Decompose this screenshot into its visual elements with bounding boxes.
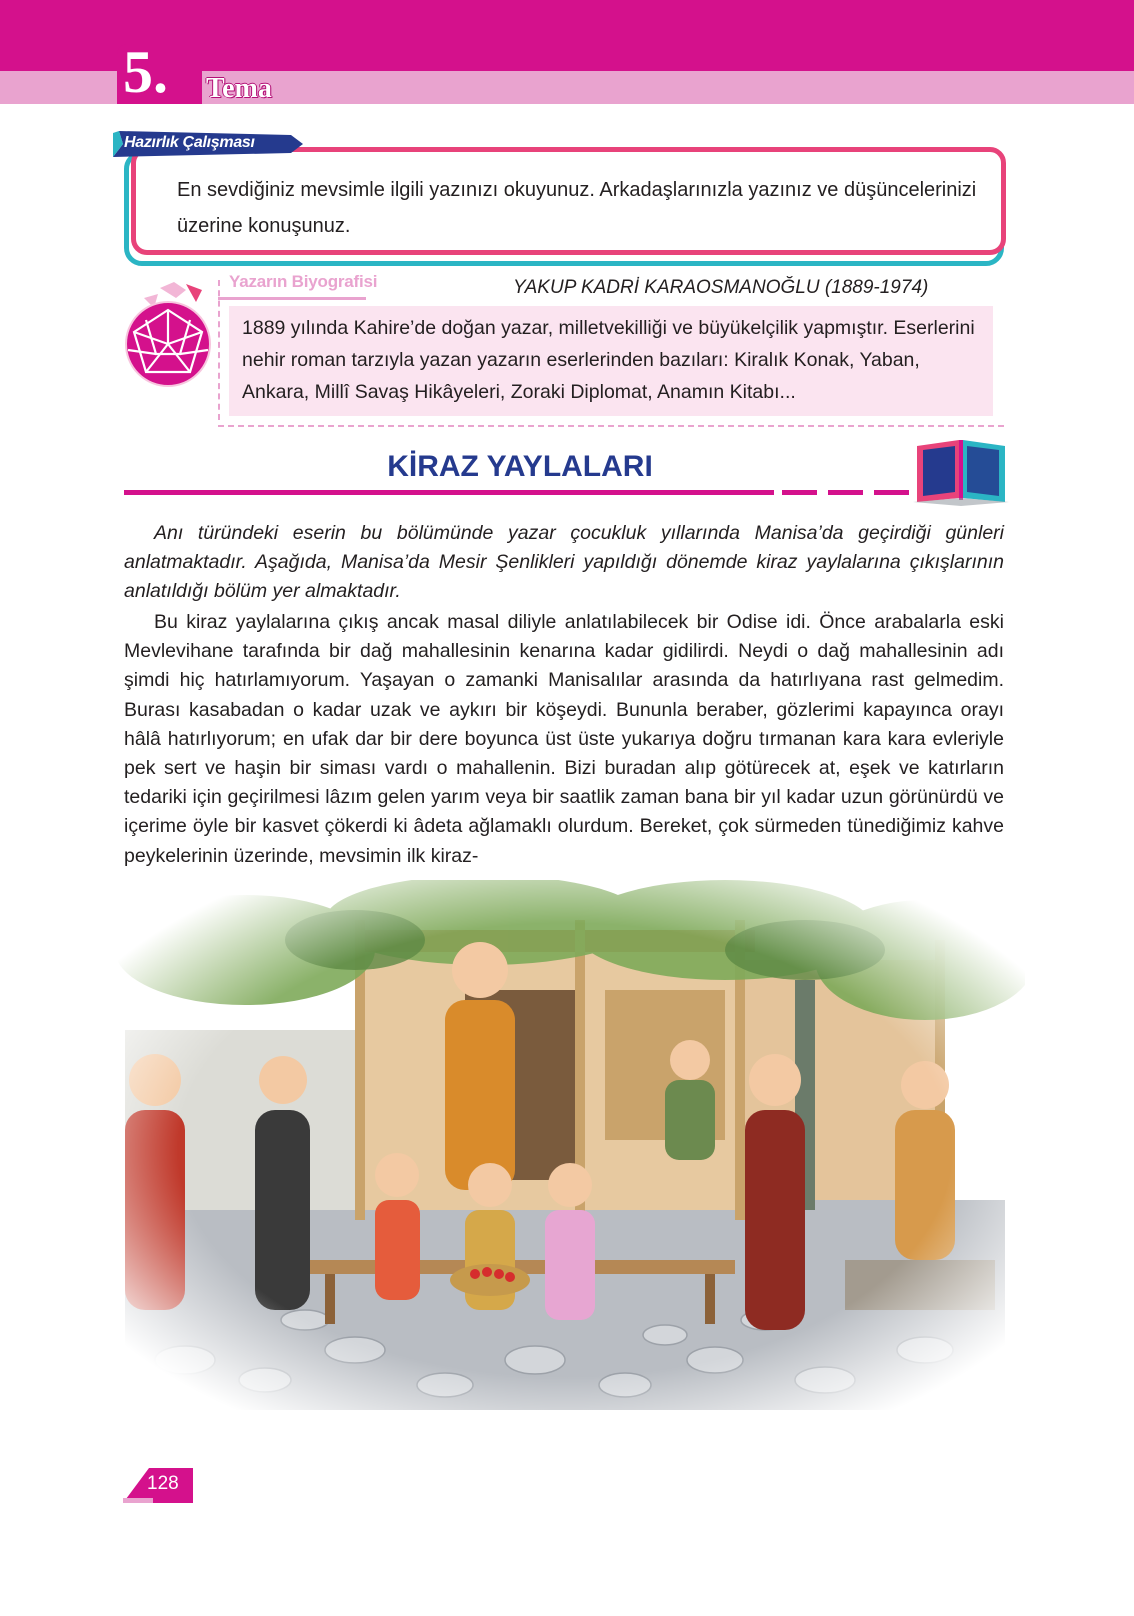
village-coffeehouse-illustration <box>105 880 1025 1420</box>
open-book-icon <box>913 436 1009 506</box>
theme-label: Tema <box>206 73 272 104</box>
story-title: KİRAZ YAYLALARI <box>387 450 653 483</box>
title-underline <box>124 490 774 495</box>
biography-bottom-divider <box>218 425 1004 427</box>
preparation-text: En sevdiğiniz mevsimle ilgili yazınızı okuyunuz. Arkadaşlarınızla yazınız ve düşüncelerinizi üzerine konuşunuz. <box>177 179 977 237</box>
author-name: YAKUP KADRİ KARAOSMANOĞLU (1889-1974) <box>513 277 929 298</box>
story-body: Bu kiraz yaylalarına çıkış ancak masal diliyle anlatılabilecek bir Odise idi. Önce arabalarla eski Mevlevihane tarafında bir dağ mahallesinin kenarına kadar gidilirdi. Neydi o dağ mahallesinin adı şimdi hiç hatırlamıyorum. Yaşayan o zamanki Manisalılar arasında da hatırlıyana rast gelmedim. Burası kasabadan o kadar uzak ve aykırı bir köşeydi. Bununla beraber, gözlerimi kapayınca orayı hâlâ hatırlıyorum; en ufak dar bir dere boyunca üst üste yukarıya doğru tırmanan kara kara evleriyle pek sert ve haşin bir siması vardı o mahallenin. Bizi buradan alıp götürecek at, eşek ve katırların tedariki için geçirilmesi lâzım gelen yarım veya bir saatlik zaman bana bir yıl kadar uzun görünürdü ve içerime öyle bir kasvet çökerdi ki âdeta ağlamaklı olurdum. Bereket, çok sürmeden tünediğimiz kahve peykelerinin üzerinde, mevsimin ilk kiraz- <box>124 611 1004 867</box>
biography-tag-underline <box>218 297 366 300</box>
biography-tag: Yazarın Biyografisi <box>229 272 378 291</box>
title-dash <box>782 490 817 495</box>
preparation-tag-label: Hazırlık Çalışması <box>124 134 255 151</box>
title-dash <box>874 490 909 495</box>
page-number: 128 <box>147 1473 179 1494</box>
biography-dashed-divider <box>218 280 220 420</box>
globe-icon <box>116 280 220 390</box>
theme-number: 5. <box>123 39 168 105</box>
story-intro: Anı türündeki eserin bu bölümünde yazar çocukluk yıllarında Manisa’da geçirdiği günleri anlatmaktadır. Aşağıda, Manisa’da Mesir Şenlikleri yapıldığı dönemde kiraz yaylalarına çıkışlarının anlatıldığı bölüm yer almaktadır. <box>124 522 1004 602</box>
title-dash <box>828 490 863 495</box>
biography-text: 1889 yılında Kahire’de doğan yazar, milletvekilliği ve büyükelçilik yapmıştır. Eserlerini nehir roman tarzıyla yazan yazarın eserlerinden bazıları: Kiralık Konak, Yaban, Ankara, Millî Savaş Hikâyeleri, Zoraki Diplomat, Anamın Kitabı... <box>242 317 975 403</box>
